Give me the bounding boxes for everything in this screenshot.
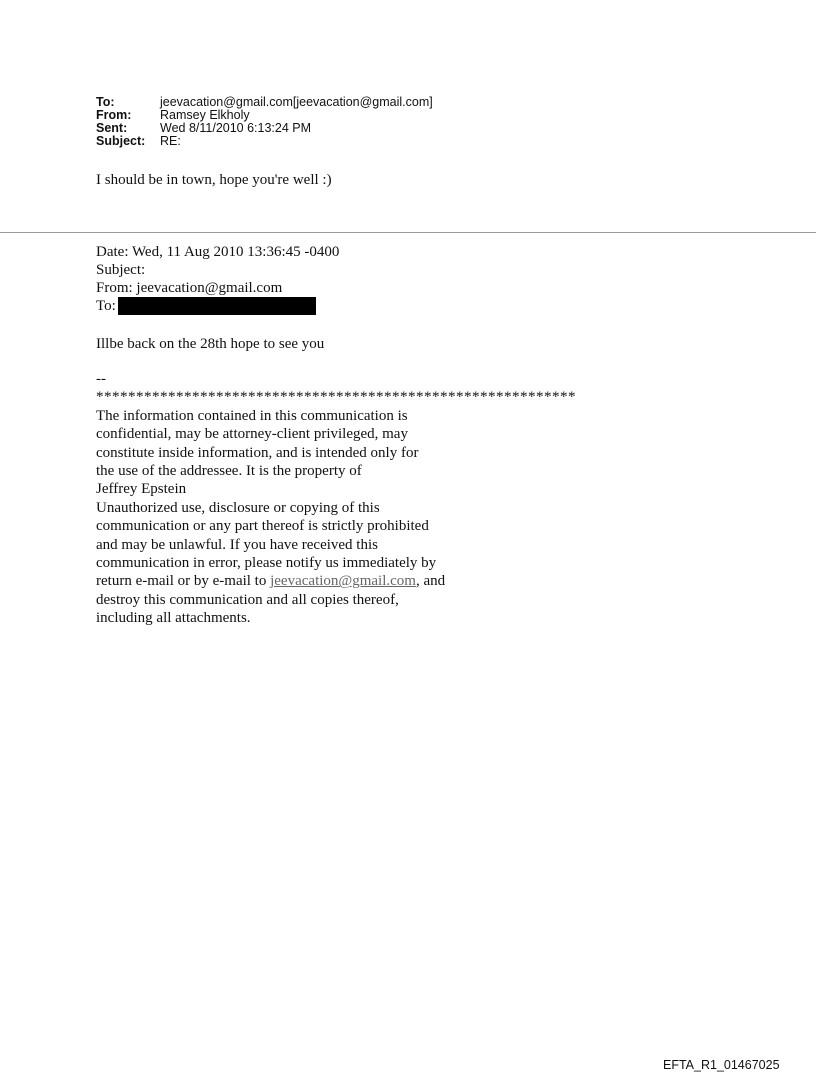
quoted-date: Date: Wed, 11 Aug 2010 13:36:45 -0400 xyxy=(96,244,340,260)
from-label: From: xyxy=(96,108,132,122)
email-link[interactable]: jeevacation@gmail.com xyxy=(270,573,416,590)
document-id: EFTA_R1_01467025 xyxy=(663,1058,780,1072)
from-value: Ramsey Elkholy xyxy=(160,108,250,122)
reply-body: I should be in town, hope you're well :) xyxy=(96,172,332,188)
signature-block xyxy=(96,370,616,628)
signature-stars: ************************************************************ xyxy=(96,389,576,406)
subject-row xyxy=(96,135,433,148)
to-label: To: xyxy=(96,95,115,109)
signature-dashes: -- xyxy=(96,371,106,387)
to-value: jeevacation@gmail.com[jeevacation@gmail.com] xyxy=(160,95,433,109)
disclaimer-line: the use of the addressee. It is the property of xyxy=(96,463,362,480)
sent-row xyxy=(96,122,433,135)
notify-suffix: , and xyxy=(415,573,446,590)
disclaimer-line: destroy this communication and all copies thereof, xyxy=(96,591,399,608)
disclaimer-line: communication in error, please notify us immediately by xyxy=(96,555,437,572)
quoted-to-label: To: xyxy=(96,298,116,314)
disclaimer-notify-line xyxy=(96,572,616,590)
subject-value: RE: xyxy=(160,134,181,148)
disclaimer-line: communication or any part thereof is strictly prohibited xyxy=(96,518,429,535)
sent-label: Sent: xyxy=(96,121,128,135)
quoted-subject: Subject: xyxy=(96,262,146,278)
disclaimer-line: constitute inside information, and is intended only for xyxy=(96,444,419,461)
quoted-body: Illbe back on the 28th hope to see you xyxy=(96,336,325,352)
disclaimer-line: Jeffrey Epstein xyxy=(96,481,187,498)
to-row xyxy=(96,96,433,109)
disclaimer-line: including all attachments. xyxy=(96,610,251,627)
quoted-header xyxy=(96,243,339,315)
subject-label: Subject: xyxy=(96,134,146,148)
disclaimer-line: The information contained in this communication is xyxy=(96,407,408,424)
email-header xyxy=(96,96,433,148)
disclaimer-line: and may be unlawful. If you have received this xyxy=(96,536,378,553)
quoted-from: From: jeevacation@gmail.com xyxy=(96,280,283,296)
quoted-to-row xyxy=(96,297,339,315)
disclaimer-line: Unauthorized use, disclosure or copying of this xyxy=(96,499,380,516)
divider xyxy=(0,232,816,233)
notify-prefix: return e-mail or by e-mail to xyxy=(96,573,271,590)
sent-value: Wed 8/11/2010 6:13:24 PM xyxy=(160,121,312,135)
disclaimer-line: confidential, may be attorney-client privileged, may xyxy=(96,426,408,443)
redaction-box xyxy=(118,297,316,315)
